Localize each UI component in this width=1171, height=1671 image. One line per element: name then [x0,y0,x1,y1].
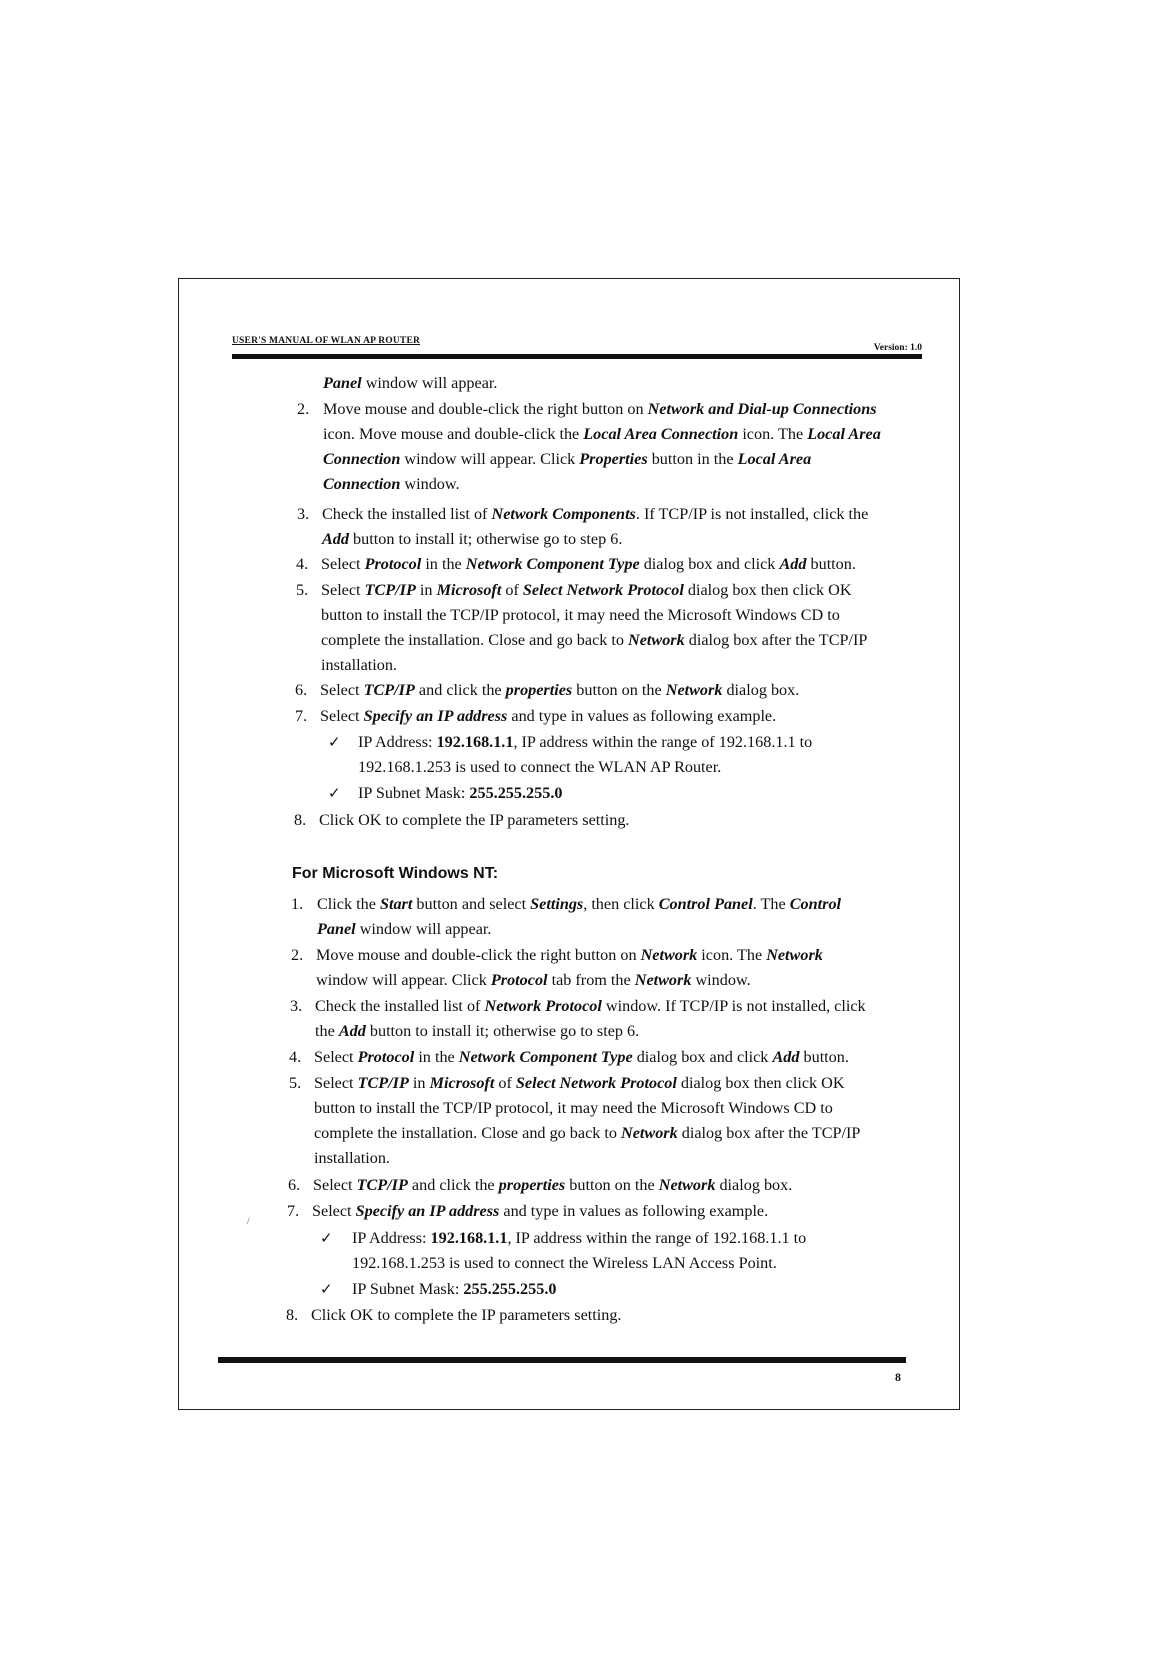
list-item-line: window will appear. Click Protocol tab from the Network window. [316,971,751,989]
page-number: 8 [895,1370,901,1384]
list-item-line: icon. Move mouse and double-click the Local Area Connection icon. The Local Area [323,425,881,443]
list-number: 4. [289,1048,302,1066]
list-number: 6. [295,681,308,699]
check-icon: ✓ [328,733,341,751]
list-item-line: Move mouse and double-click the right button on Network icon. The Network [316,946,823,964]
bullet-line: IP Subnet Mask: 255.255.255.0 [358,784,563,802]
list-item-line: installation. [321,656,397,674]
bullet-line: 192.168.1.253 is used to connect the Wireless LAN Access Point. [352,1254,777,1272]
list-number: 3. [290,997,303,1015]
list-number: 4. [296,555,309,573]
list-number: 7. [295,707,308,725]
list-item-line: Select Specify an IP address and type in values as following example. [312,1202,769,1220]
list-item-line: Panel window will appear. [317,920,492,938]
list-number: 7. [287,1202,300,1220]
stray-mark: / [247,1216,250,1227]
bullet-line: IP Address: 192.168.1.1, IP address within the range of 192.168.1.1 to [352,1229,807,1247]
list-item-line: installation. [314,1149,390,1167]
list-item-line: Add button to install it; otherwise go to step 6. [322,530,623,548]
list-item-line: Click OK to complete the IP parameters setting. [311,1306,622,1324]
list-item-line: Select TCP/IP in Microsoft of Select Network Protocol dialog box then click OK [314,1074,845,1092]
list-item-line: Connection window. [323,475,460,493]
list-item-line: Move mouse and double-click the right button on Network and Dial-up Connections [323,400,877,418]
list-number: 5. [296,581,309,599]
check-icon: ✓ [328,784,341,802]
list-item-line: the Add button to install it; otherwise go to step 6. [315,1022,640,1040]
list-number: 8. [286,1306,299,1324]
header-title: USER'S MANUAL OF WLAN AP ROUTER [232,336,421,346]
list-item-line: Select TCP/IP and click the properties button on the Network dialog box. [320,681,800,699]
footer-rule [218,1357,906,1363]
check-icon: ✓ [320,1229,333,1247]
list-number: 2. [291,946,304,964]
list-item-line: Check the installed list of Network Protocol window. If TCP/IP is not installed, click [315,997,866,1015]
list-number: 8. [294,811,307,829]
list-item-line: Select Protocol in the Network Component Type dialog box and click Add button. [314,1048,849,1066]
bullet-line: 192.168.1.253 is used to connect the WLAN AP Router. [358,758,722,776]
list-item-line: Select Specify an IP address and type in values as following example. [320,707,777,725]
list-item-line: Connection window will appear. Click Properties button in the Local Area [323,450,812,468]
list-number: 1. [291,895,304,913]
list-item-line: Click OK to complete the IP parameters setting. [319,811,630,829]
list-item-line: Check the installed list of Network Components. If TCP/IP is not installed, click the [322,505,869,523]
list-item-line: complete the installation. Close and go back to Network dialog box after the TCP/IP [314,1124,861,1142]
continued-line: Panel window will appear. [323,374,498,392]
list-item-line: button to install the TCP/IP protocol, it may need the Microsoft Windows CD to [314,1099,833,1117]
bullet-line: IP Address: 192.168.1.1, IP address within the range of 192.168.1.1 to [358,733,813,751]
section-heading: For Microsoft Windows NT: [292,865,499,882]
header-version: Version: 1.0 [873,343,922,353]
list-item-line: Select Protocol in the Network Component Type dialog box and click Add button. [321,555,856,573]
list-item-line: Select TCP/IP in Microsoft of Select Network Protocol dialog box then click OK [321,581,852,599]
list-item-line: complete the installation. Close and go back to Network dialog box after the TCP/IP [321,631,868,649]
list-item-line: Click the Start button and select Settings, then click Control Panel. The Control [317,895,842,913]
check-icon: ✓ [320,1280,333,1298]
list-number: 3. [297,505,310,523]
list-number: 2. [297,400,310,418]
list-number: 6. [288,1176,301,1194]
list-number: 5. [289,1074,302,1092]
list-item-line: button to install the TCP/IP protocol, it may need the Microsoft Windows CD to [321,606,840,624]
bullet-line: IP Subnet Mask: 255.255.255.0 [352,1280,557,1298]
list-item-line: Select TCP/IP and click the properties button on the Network dialog box. [313,1176,793,1194]
